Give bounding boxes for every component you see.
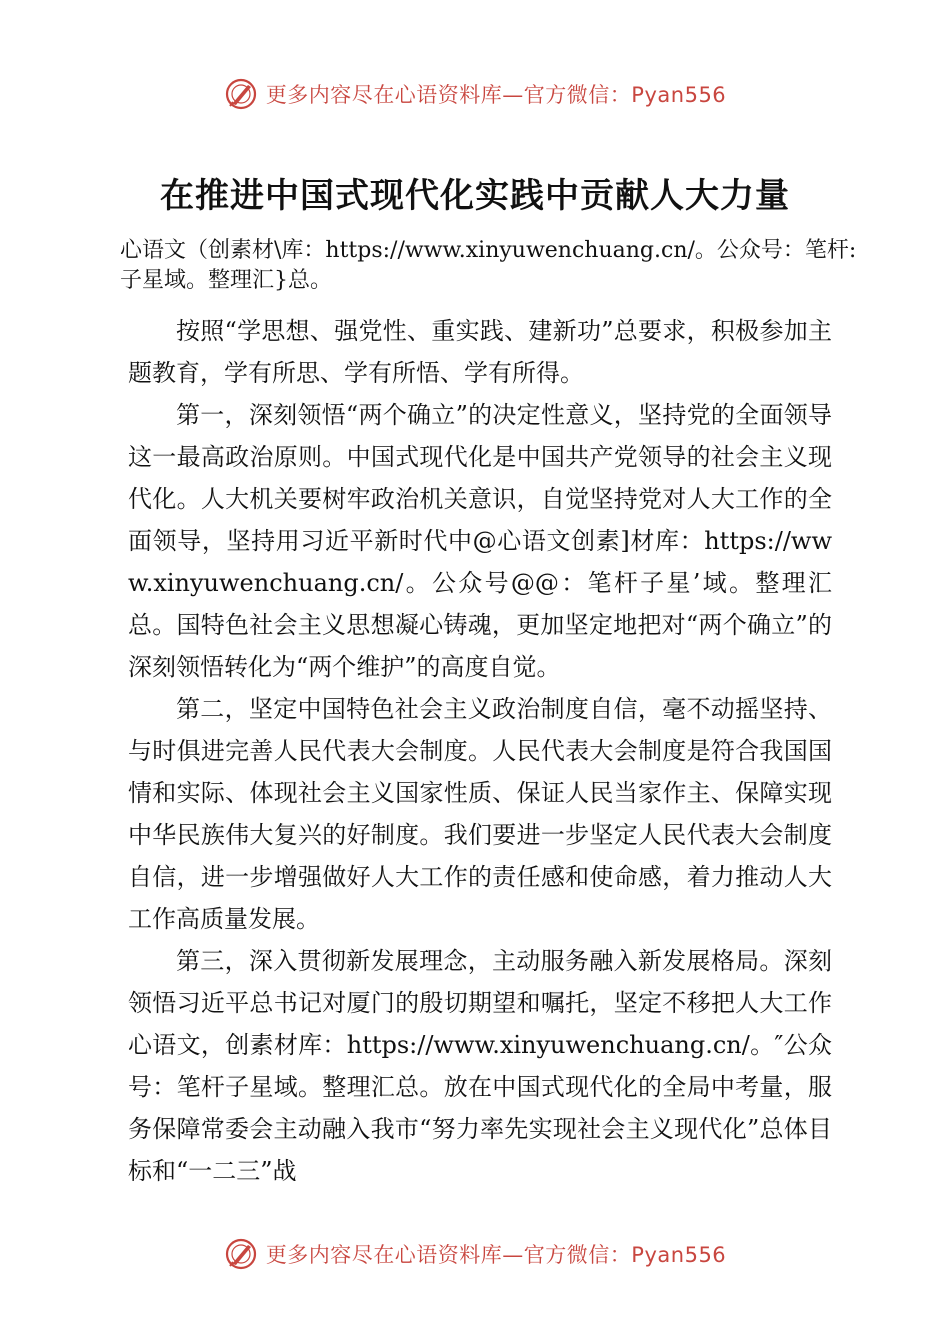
paragraph-first: 第一，深刻领悟“两个确立”的决定性意义，坚持党的全面领导这一最高政治原则。中国式现代化是中国共产党领导的社会主义现代化。人大机关要树牢政治机关意识，自觉坚持党对人大工作的全面领导，坚持用习近平新时代中@心语文创素]材库：https://www.xinyuwenchuang.cn/。公众号@@：笔杆子星’域。整理汇总。国特色社会主义思想凝心铸魂，更加坚定地把对“两个确立”的深刻领悟转化为“两个维护”的高度自觉。 (128, 401, 832, 681)
paragraph-second: 第二，坚定中国特色社会主义政治制度自信，毫不动摇坚持、与时俱进完善人民代表大会制度。人民代表大会制度是符合我国国情和实际、体现社会主义国家性质、保证人民当家作主、保障实现中华民族伟大复兴的好制度。我们要进一步坚定人民代表大会制度自信，进一步增强做好人大工作的责任感和使命感，着力推动人大工作高质量发展。 (128, 695, 832, 933)
watermark-footer (0, 1234, 950, 1274)
watermark-text: 更多内容尽在心语资料库—官方微信：Pyan556 (265, 1243, 727, 1267)
source-line: 心语文（创素材\库：https://www.xinyuwenchuang.cn/。公众号：笔杆:子星域。整理汇}总。 (120, 238, 857, 293)
watermark-header (0, 74, 950, 114)
paragraph-intro: 按照“学思想、强党性、重实践、建新功”总要求，积极参加主题教育，学有所思、学有所悟、学有所得。 (128, 317, 832, 387)
quill-circle-logo-icon (224, 1237, 258, 1271)
watermark-text: 更多内容尽在心语资料库—官方微信：Pyan556 (265, 83, 727, 107)
paragraph-third: 第三，深入贯彻新发展理念，主动服务融入新发展格局。深刻领悟习近平总书记对厦门的殷切期望和嘱托，坚定不移把人大工作心语文，创素材库：https://www.xinyuwenchuang.cn/。″公众号：笔杆子星域。整理汇总。放在中国式现代化的全局中考量，服务保障常委会主动融入我市“努力率先实现社会主义现代化”总体目标和“一二三”战 (128, 947, 832, 1185)
quill-circle-logo-icon (224, 77, 258, 111)
document-title: 在推进中国式现代化实践中贡献人大力量 (160, 176, 790, 216)
document-body (128, 310, 832, 1192)
